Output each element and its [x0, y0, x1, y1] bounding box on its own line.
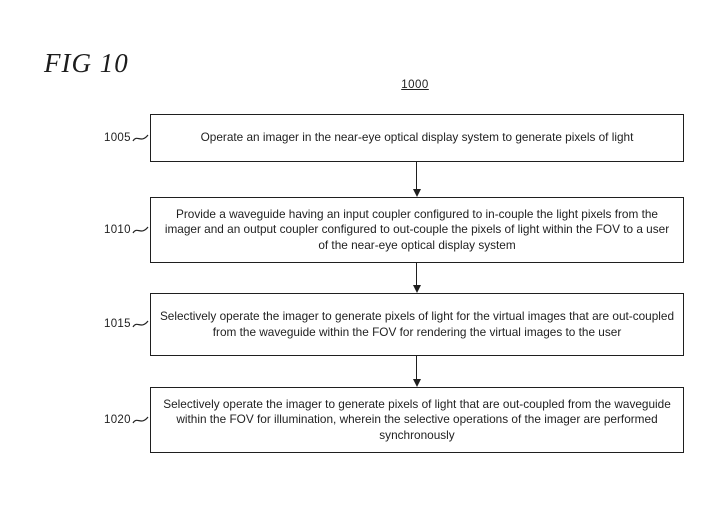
arrow-shaft [416, 356, 418, 379]
diagram-number-label: 1000 [401, 79, 429, 91]
flowchart-step-box-1020 [150, 387, 684, 453]
flowchart-step-box-1015 [150, 293, 684, 356]
arrow-head-icon [413, 189, 421, 197]
squiggle-connector-icon [132, 131, 149, 145]
step-ref-1005 [104, 131, 149, 145]
flowchart-step-box-1010 [150, 197, 684, 263]
step-text: Selectively operate the imager to generate pixels of light for the virtual images that are out-coupled from the waveguide within the FOV for rendering the virtual images to the user [159, 308, 675, 339]
flow-arrow-down-1 [411, 162, 422, 197]
step-ref-1010 [104, 223, 149, 237]
squiggle-connector-icon [132, 223, 149, 237]
step-text: Provide a waveguide having an input coupler configured to in-couple the light pixels from the imager and an output coupler configured to out-couple the pixels of light within the FOV to a user of the near-eye optical display system [164, 206, 670, 252]
step-ref-label: 1010 [104, 224, 131, 236]
squiggle-connector-icon [132, 413, 149, 427]
step-ref-1020 [104, 413, 149, 427]
step-ref-label: 1020 [104, 414, 131, 426]
flow-arrow-down-2 [411, 263, 422, 293]
figure-title: FIG 10 [44, 48, 129, 78]
flow-arrow-down-3 [411, 356, 422, 387]
arrow-head-icon [413, 285, 421, 293]
arrow-head-icon [413, 379, 421, 387]
arrow-shaft [416, 162, 418, 189]
step-ref-label: 1015 [104, 318, 131, 330]
arrow-shaft [416, 263, 418, 285]
step-text: Operate an imager in the near-eye optical display system to generate pixels of light [200, 130, 634, 145]
step-ref-1015 [104, 317, 149, 331]
squiggle-connector-icon [132, 317, 149, 331]
step-text: Selectively operate the imager to generate pixels of light that are out-coupled from the waveguide within the FOV for illumination, wherein the selective operations of the imager are performed synchronously [163, 396, 671, 442]
step-ref-label: 1005 [104, 132, 131, 144]
flowchart-step-box-1005 [150, 114, 684, 162]
